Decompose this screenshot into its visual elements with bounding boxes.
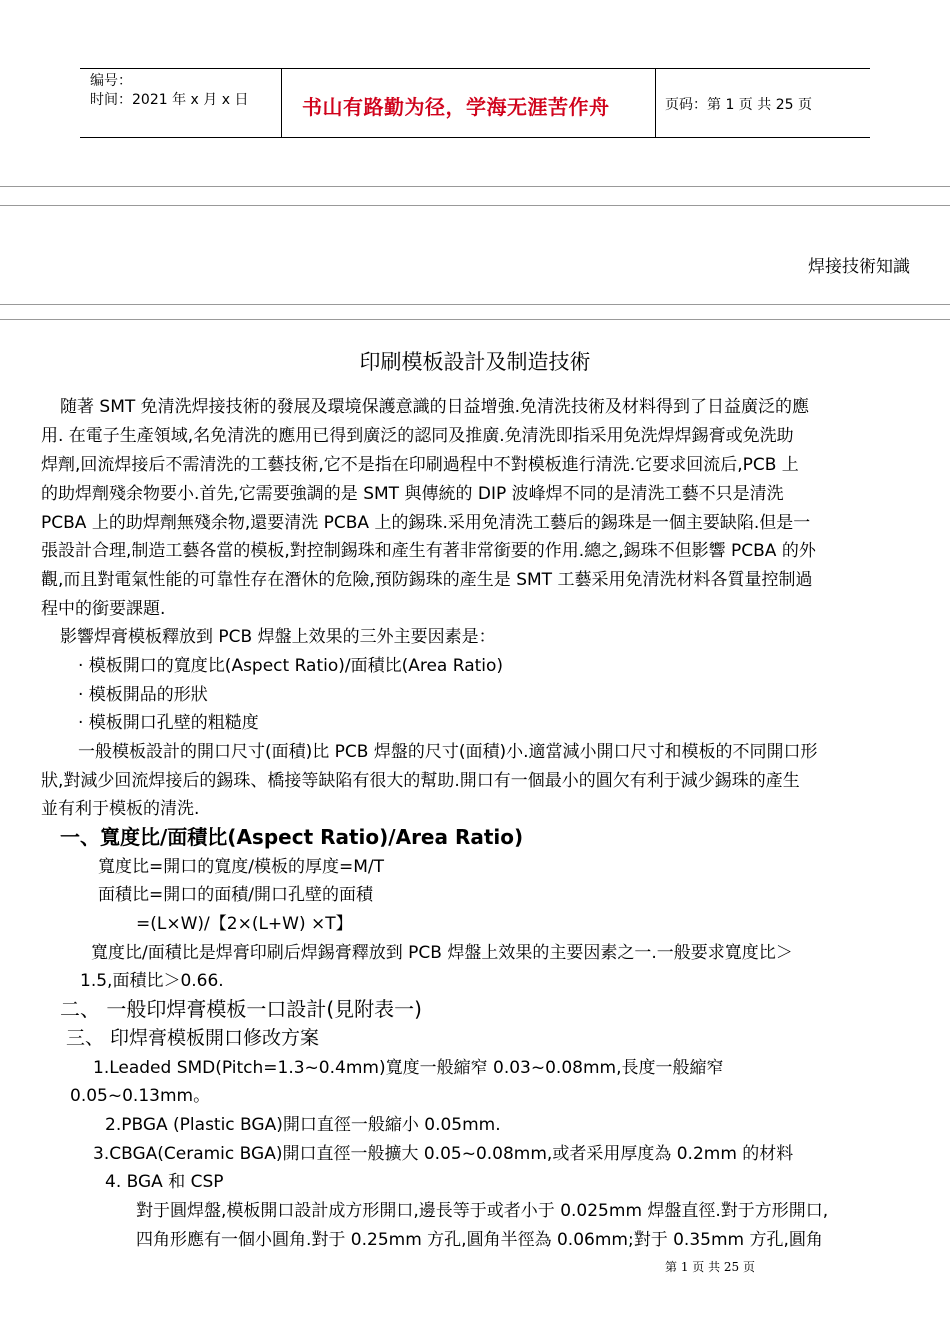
- body-line: 程中的銜要課題.: [41, 599, 166, 619]
- body-line: 對于圓焊盤,模板開口設計成方形開口,邊長等于或者小于 0.025mm 焊盤直徑.對于方形開口,: [136, 1201, 829, 1221]
- section-heading-1: 一、寬度比/面積比(Aspect Ratio)/Area Ratio): [60, 825, 524, 849]
- list-item: 3.CBGA(Ceramic BGA)開口直徑一般擴大 0.05~0.08mm,或者采用厚度為 0.2mm 的材料: [93, 1144, 794, 1164]
- bullet-item: · 模板開口孔壁的粗糙度: [78, 713, 259, 733]
- body-line: 影響焊膏模板釋放到 PCB 焊盤上效果的三外主要因素是：: [60, 627, 496, 647]
- motto: 书山有路勤为径，学海无涯苦作舟: [302, 95, 610, 119]
- body-line: 並有利于模板的清洗.: [41, 799, 200, 819]
- doc-tag: 焊接技術知識: [808, 257, 910, 277]
- document-title: 印刷模板設計及制造技術: [359, 350, 591, 374]
- list-item: 4. BGA 和 CSP: [105, 1172, 224, 1192]
- body-line: 随著 SMT 免清洗焊接技術的發展及環境保護意識的日益增強.免清洗技術及材料得到了日益廣泛的應: [60, 397, 810, 417]
- body-line: 四角形應有一個小圓角.對于 0.25mm 方孔,圓角半徑為 0.06mm;對于 0.35mm 方孔,圓角: [136, 1230, 823, 1250]
- body-line: 用. 在電子生產領域,名免清洗的應用已得到廣泛的認同及推廣.免清洗即指采用免洗焊焊錫膏或免洗助: [41, 426, 794, 446]
- body-line: 焊劑,回流焊接后不需清洗的工藝技術,它不是指在印刷過程中不對模板進行清洗.它要求回流后,PCB 上: [41, 455, 799, 475]
- body-line: 觀,而且對電氣性能的可靠性存在潛休的危險,預防錫珠的產生是 SMT 工藝采用免清洗材料各質量控制過: [41, 570, 813, 590]
- header-table: [80, 68, 870, 138]
- bullet-item: · 模板開口的寬度比(Aspect Ratio)/面積比(Area Ratio): [78, 656, 504, 676]
- bullet-item: · 模板開品的形狀: [78, 685, 208, 705]
- body-line: 1.5,面積比＞0.66.: [80, 971, 224, 991]
- header-left-cell: [80, 69, 282, 137]
- body-line: PCBA 上的助焊劑無殘余物,還要清洗 PCBA 上的錫珠.采用免清洗工藝后的錫珠是一個主要缺陷.但是一: [41, 513, 811, 533]
- divider-mid-2: [0, 319, 950, 320]
- number-label: 编号：: [90, 73, 132, 89]
- section-heading-3: 三、 印焊膏模板開口修改方案: [66, 1027, 320, 1049]
- list-item: 1.Leaded SMD(Pitch=1.3~0.4mm)寬度一般縮窄 0.03~0.08mm,長度一般縮窄: [93, 1058, 724, 1078]
- formula-line: 寬度比=開口的寬度/模板的厚度=M/T: [98, 857, 384, 877]
- section-heading-2: 二、 一般印焊膏模板一口設計(見附表一): [60, 997, 422, 1021]
- body-line: 一般模板設計的開口尺寸(面積)比 PCB 焊盤的尺寸(面積)小.適當減小開口尺寸和模板的不同開口形: [78, 742, 818, 762]
- list-item: 2.PBGA (Plastic BGA)開口直徑一般縮小 0.05mm.: [105, 1115, 501, 1135]
- header-page-cell: [655, 69, 870, 137]
- page-footer: 第 1 页 共 25 页: [665, 1260, 755, 1274]
- header-motto-cell: [282, 69, 656, 137]
- body-line: 張設計合理,制造工藝各當的模板,對控制錫珠和產生有著非常銜要的作用.總之,錫珠不但影響 PCBA 的外: [41, 541, 816, 561]
- body-line: 狀,對減少回流焊接后的錫珠、橋接等缺陷有很大的幫助.開口有一個最小的圓欠有利于減少錫珠的產生: [41, 771, 800, 791]
- divider-top-2: [0, 205, 950, 206]
- divider-top: [0, 186, 950, 187]
- formula-line: 面積比=開口的面積/開口孔壁的面積: [98, 885, 373, 905]
- list-item-continued: 0.05~0.13mm。: [70, 1086, 211, 1106]
- body-line: 的助焊劑殘余物要小.首先,它需要強調的是 SMT 與傳統的 DIP 波峰焊不同的是清洗工藝不只是清洗: [41, 484, 784, 504]
- body-line: 寬度比/面積比是焊膏印刷后焊錫膏釋放到 PCB 焊盤上效果的主要因素之一.一般要求寬度比＞: [91, 943, 793, 963]
- divider-mid: [0, 304, 950, 305]
- formula-line: =(L×W)/【2×(L+W) ×T】: [136, 914, 353, 934]
- page-info: 页码：第 1 页 共 25 页: [665, 97, 812, 113]
- date-label: 时间：2021 年 x 月 x 日: [90, 92, 249, 108]
